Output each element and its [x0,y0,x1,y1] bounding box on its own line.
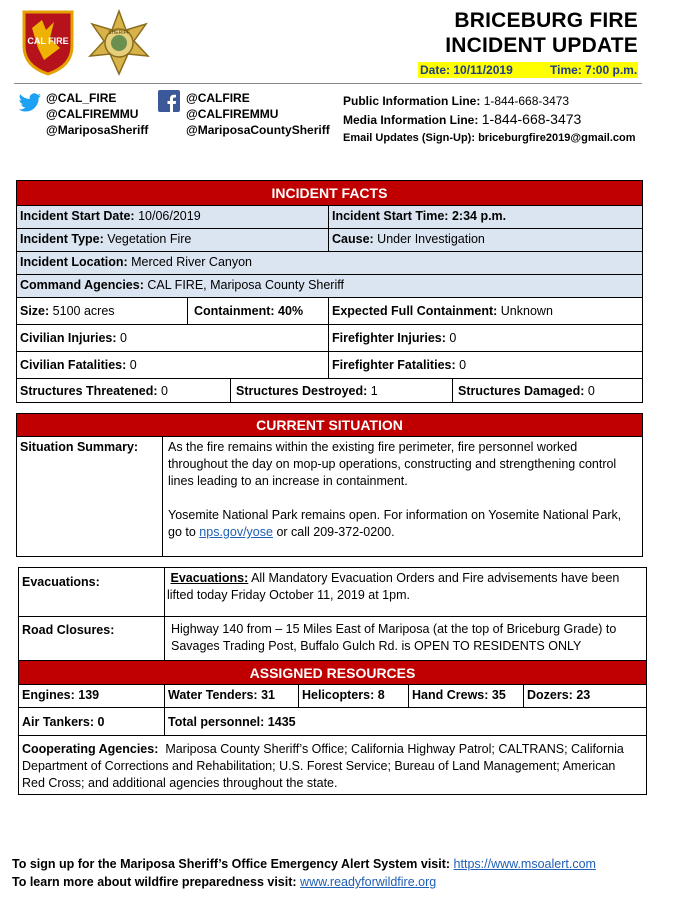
engines-label: Engines: [22,688,75,702]
twitter-handles [46,90,148,138]
cooperating-agencies-label: Cooperating Agencies: [22,742,159,756]
evacuations-label: Evacuations: [22,575,100,589]
title-line-1: BRICEBURG FIRE [454,9,638,32]
firefighter-fatalities-label: Firefighter Fatalities: [332,358,456,372]
table-row [17,351,642,378]
yosemite-text-before: Yosemite National Park remains open. For information on Yosemite National Park, go to [168,508,622,539]
nps-link[interactable]: nps.gov/yose [199,525,273,539]
helicopters-value: 8 [377,688,385,702]
firefighter-injuries-label: Firefighter Injuries: [332,331,446,345]
facebook-icon [158,90,180,112]
table-row [19,707,646,735]
contact-info [343,92,636,147]
engines-value: 139 [78,688,100,702]
structures-threatened-label: Structures Threatened: [20,384,158,398]
civilian-fatalities-label: Civilian Fatalities: [20,358,127,372]
incident-type-value: Vegetation Fire [107,232,192,246]
table-row [19,568,646,616]
full-containment-value: Unknown [500,304,553,318]
current-situation-heading: CURRENT SITUATION [17,414,642,436]
assigned-resources-heading: ASSIGNED RESOURCES [19,660,646,684]
table-row [17,324,642,351]
table-row [17,205,642,228]
public-info-number: 1-844-668-3473 [483,94,570,108]
firefighter-fatalities-value: 0 [459,358,467,372]
water-tenders-label: Water Tenders: [168,688,258,702]
msoalert-link[interactable]: https://www.msoalert.com [453,857,596,871]
public-info-label: Public Information Line: [343,94,481,108]
table-row [17,228,642,251]
title-line-2: INCIDENT UPDATE [445,34,638,57]
air-tankers-value: 0 [97,715,105,729]
dozers-label: Dozers: [527,688,573,702]
cal-fire-logo-text: CAL FIRE [27,36,69,46]
full-containment-label: Expected Full Containment: [332,304,498,318]
cause-value: Under Investigation [377,232,485,246]
civilian-fatalities-value: 0 [129,358,137,372]
situation-summary-label: Situation Summary: [20,440,139,454]
table-row [17,378,642,402]
water-tenders-value: 31 [261,688,275,702]
hand-crews-value: 35 [491,688,506,702]
containment-label: Containment: [194,304,275,318]
table-row [17,274,642,297]
civilian-injuries-label: Civilian Injuries: [20,331,117,345]
start-date-label: Incident Start Date: [20,209,135,223]
header-divider [14,83,642,84]
sheriff-star-logo [84,8,154,78]
start-time-value: 2:34 p.m. [451,209,507,223]
cooperating-agencies-text: Mariposa County Sheriff’s Office; California Highway Patrol; CALTRANS; California Department of Corrections and Rehabilitation; U.S. Forest Service; Bureau of Land Management; American Red Cross; and additional agencies throughout the state. [22,742,624,790]
table-row [19,684,646,707]
current-situation-table [16,413,643,557]
command-agencies-label: Command Agencies: [20,278,144,292]
evacuations-resources-table [18,567,647,795]
table-row [19,616,646,660]
twitter-handle[interactable]: @CAL_FIRE [46,91,117,105]
road-closures-label: Road Closures: [22,623,115,637]
dozers-value: 23 [576,688,591,702]
twitter-handle[interactable]: @CALFIREMMU [46,107,139,121]
media-info-number: 1-844-668-3473 [481,111,582,127]
table-row [17,297,642,324]
evacuations-text: All Mandatory Evacuation Orders and Fire advisements have been lifted today Friday October 11, 2019 at 1pm. [167,571,620,602]
hand-crews-label: Hand Crews: [412,688,489,702]
table-row [17,436,642,556]
structures-destroyed-label: Structures Destroyed: [236,384,368,398]
structures-damaged-label: Structures Damaged: [458,384,585,398]
start-date-value: 10/06/2019 [138,209,201,223]
twitter-icon [18,92,42,114]
command-agencies-value: CAL FIRE, Mariposa County Sheriff [147,278,344,292]
time-value: 7:00 p.m. [585,63,638,77]
twitter-handle[interactable]: @MariposaSheriff [46,123,149,137]
yosemite-text-after: or call 209-372-0200. [276,525,395,539]
facebook-handles [186,90,330,138]
road-closures-text: Highway 140 from – 15 Miles East of Mariposa (at the top of Briceburg Grade) to Savages Trading Post, Buffalo Gulch Rd. is OPEN TO RESIDENTS ONLY [164,617,646,660]
date-time-bar [418,62,638,78]
cause-label: Cause: [332,232,374,246]
firefighter-injuries-value: 0 [449,331,457,345]
structures-threatened-value: 0 [161,384,168,398]
table-row [19,735,646,794]
incident-type-label: Incident Type: [20,232,104,246]
media-info-label: Media Information Line: [343,113,479,127]
location-label: Incident Location: [20,255,128,269]
yosemite-paragraph [168,507,638,541]
incident-facts-heading: INCIDENT FACTS [17,181,642,205]
sheriff-logo-text: SHERIFF [108,30,130,36]
total-personnel-value: 1435 [267,715,296,729]
incident-facts-table [16,180,643,403]
table-row [17,251,642,274]
facebook-handle[interactable]: @CALFIRE [186,91,250,105]
start-time-label: Incident Start Time: [332,209,449,223]
facebook-handle[interactable]: @MariposaCountySheriff [186,123,330,137]
containment-value: 40% [278,304,304,318]
date-label: Date: [420,63,451,77]
structures-damaged-value: 0 [587,384,595,398]
footer-line-preparedness [12,874,436,891]
alert-signup-text: To sign up for the Mariposa Sheriff’s Office Emergency Alert System visit: [12,857,451,871]
size-label: Size: [20,304,50,318]
preparedness-text: To learn more about wildfire preparedness visit: [12,875,297,889]
size-value: 5100 acres [52,304,115,318]
situation-summary-paragraph: As the fire remains within the existing fire perimeter, fire personnel worked throughout the day on mop-up operations, constructing and strengthening control lines leading to an increase in containment. [168,440,617,488]
date-value: 10/11/2019 [453,63,513,77]
location-value: Merced River Canyon [131,255,253,269]
facebook-handle[interactable]: @CALFIREMMU [186,107,279,121]
evacuations-inner-label: Evacuations: [170,571,249,585]
time-label: Time: [550,63,582,77]
structures-destroyed-value: 1 [370,384,378,398]
civilian-injuries-value: 0 [120,331,127,345]
helicopters-label: Helicopters: [302,688,375,702]
cal-fire-logo [20,8,76,76]
email-updates-label: Email Updates (Sign-Up): [343,132,476,144]
readyforwildfire-link[interactable]: www.readyforwildfire.org [300,875,437,889]
footer-line-alerts [12,856,596,873]
email-address[interactable]: briceburgfire2019@gmail.com [478,132,636,144]
title-block [445,8,638,58]
total-personnel-label: Total personnel: [168,715,265,729]
air-tankers-label: Air Tankers: [22,715,95,729]
